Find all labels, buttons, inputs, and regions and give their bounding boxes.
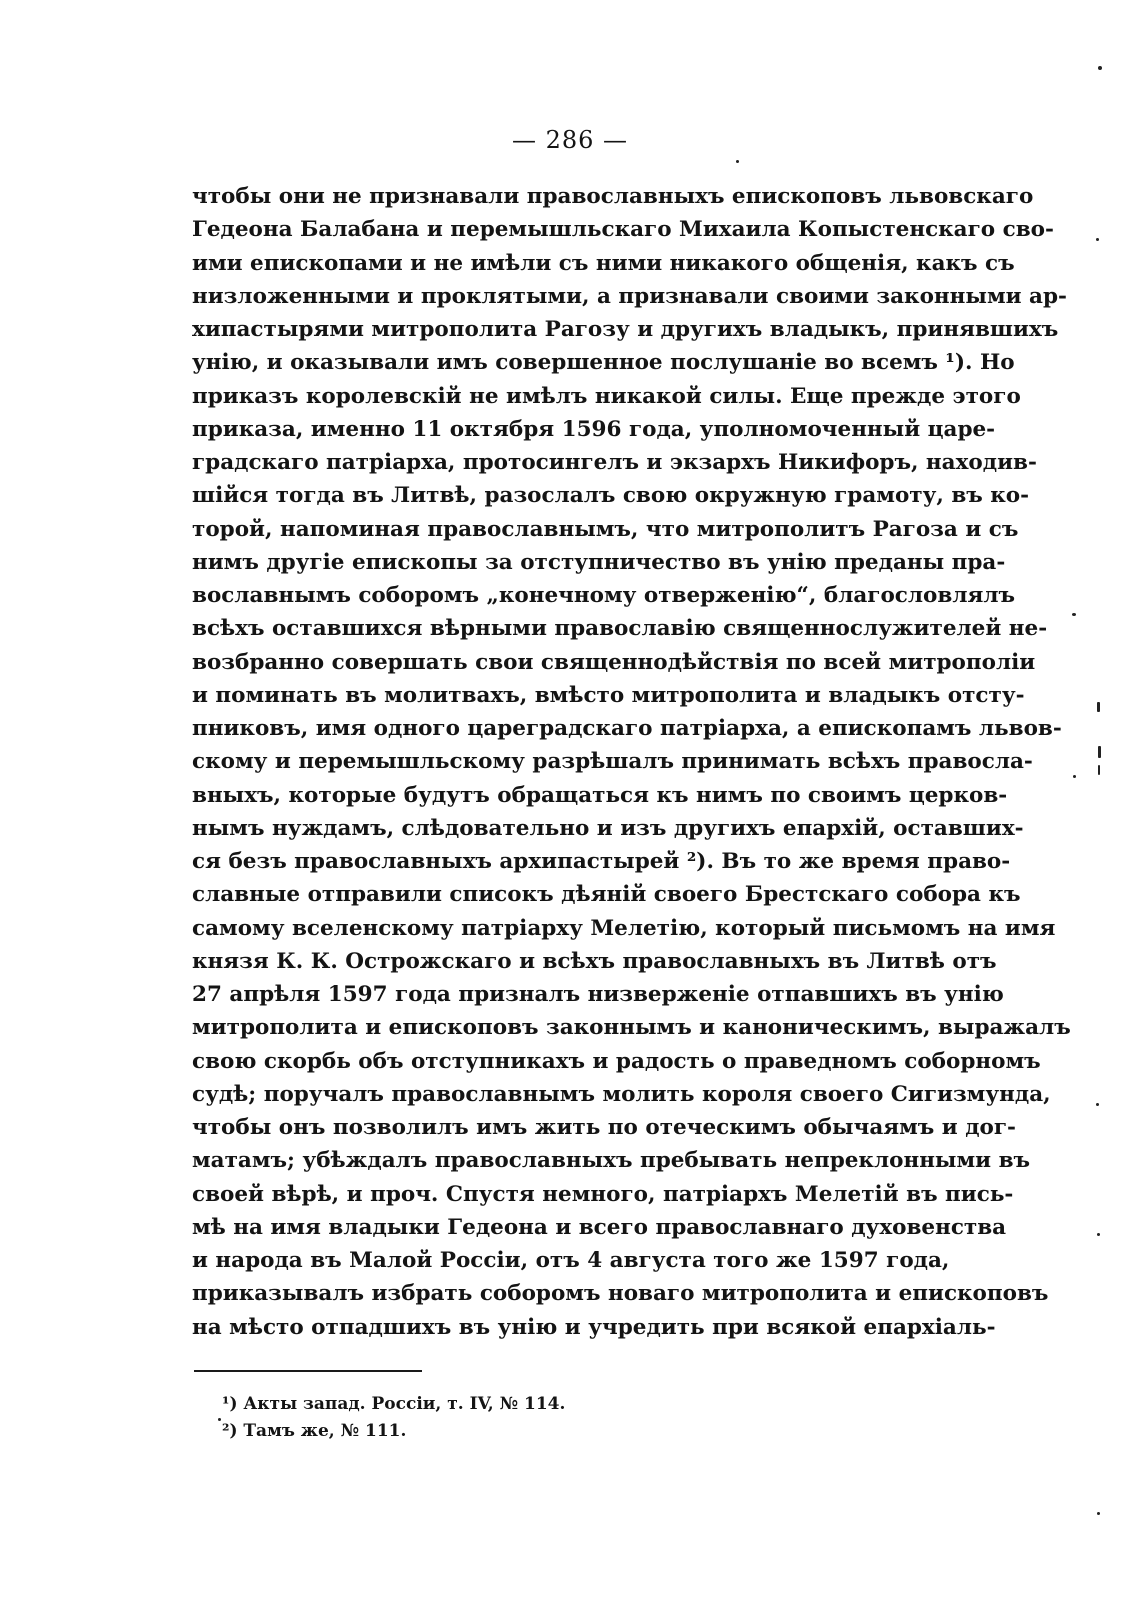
scan-speck (1096, 1103, 1099, 1106)
text-line: всѣхъ оставшихся вѣрными православію священнослужителей не- (192, 616, 1048, 642)
text-line: свою скорбь объ отступникахъ и радость о праведномъ соборномъ (192, 1048, 1041, 1074)
scan-speck (1098, 765, 1100, 775)
text-line: своей вѣрѣ, и проч. Спустя немного, патріархъ Мелетій въ пись- (192, 1181, 1014, 1207)
text-line: князя К. К. Острожскаго и всѣхъ православныхъ въ Литвѣ отъ (192, 948, 997, 974)
text-line: хипастырями митрополита Рагозу и другихъ владыкъ, принявшихъ (192, 317, 1059, 342)
text-line: вославнымъ соборомъ „конечному отверженію“, благословлялъ (192, 583, 1016, 608)
text-line: мѣ на имя владыки Гедеона и всего православнаго духовенства (192, 1214, 1007, 1240)
text-line: приказа, именно 11 октября 1596 года, уполномоченный царе- (192, 416, 996, 442)
text-line: чтобы онъ позволилъ имъ жить по отеческимъ обычаямъ и дог- (192, 1115, 1016, 1140)
footnote-1: ¹) Акты запад. Россіи, т. IV, № 114. (222, 1394, 566, 1414)
text-line: и народа въ Малой Россіи, отъ 4 августа того же 1597 года, (192, 1248, 950, 1273)
text-line: шійся тогда въ Литвѣ, разослалъ свою окружную грамоту, въ ко- (192, 483, 1030, 509)
text-line: скому и перемышльскому разрѣшалъ принимать всѣхъ правосла- (192, 749, 1033, 775)
footnote-2: ²) Тамъ же, № 111. (222, 1421, 407, 1441)
text-line: на мѣсто отпадшихъ въ унію и учредить при всякой епархіаль- (192, 1314, 996, 1340)
text-line: унію, и оказывали имъ совершенное послушаніе во всемъ ¹). Но (192, 350, 1015, 376)
text-line: приказъ королевскій не имѣлъ никакой силы. Еще прежде этого (192, 383, 1021, 409)
text-line: чтобы они не признавали православныхъ епископовъ львовскаго (192, 184, 1034, 209)
page-number: — 286 — (511, 126, 629, 154)
text-line: градскаго патріарха, протосингелъ и экзархъ Никифоръ, находив- (192, 450, 1037, 475)
scan-speck (1096, 238, 1099, 241)
text-line: вныхъ, которые будутъ обращаться къ нимъ по своимъ церков- (192, 782, 1008, 808)
text-line: нымъ нуждамъ, слѣдовательно и изъ другихъ епархій, оставших- (192, 815, 1024, 841)
body-text (192, 180, 1071, 1344)
text-line: пниковъ, имя одного цареградскаго патріарха, а епископамъ львов- (192, 716, 1062, 741)
text-line: судѣ; поручалъ православнымъ молить короля своего Сигизмунда, (192, 1081, 1051, 1107)
text-line: матамъ; убѣждалъ православныхъ пребывать непреклонными въ (192, 1148, 1031, 1174)
text-line: самому вселенскому патріарху Мелетію, который письмомъ на имя (192, 915, 1056, 941)
scan-speck (1072, 613, 1076, 616)
text-line: Гедеона Балабана и перемышльскаго Михаила Копыстенскаго сво- (192, 217, 1054, 243)
text-line: славные отправили списокъ дѣяній своего Брестскаго собора къ (192, 882, 1021, 908)
scan-speck (1097, 1512, 1100, 1515)
scan-speck (218, 1418, 221, 1421)
text-line: нимъ другіе епископы за отступничество въ унію преданы пра- (192, 549, 1006, 575)
scan-speck (1097, 1233, 1100, 1236)
scan-speck (736, 160, 739, 163)
text-line: 27 апрѣля 1597 года призналъ низверженіе отпавшихъ въ унію (192, 982, 1004, 1007)
scan-speck (1098, 746, 1101, 758)
scan-speck (1073, 775, 1076, 778)
text-line: торой, напоминая православнымъ, что митрополитъ Рагоза и съ (192, 516, 1019, 542)
scan-speck (1098, 66, 1102, 70)
footnote-divider (194, 1370, 422, 1372)
text-line: митрополита и епископовъ законнымъ и каноническимъ, выражалъ (192, 1015, 1071, 1041)
text-line: ими епископами и не имѣли съ ними никакого общенія, какъ съ (192, 250, 1015, 276)
text-line: возбранно совершать свои священнодѣйствія по всей митрополіи (192, 649, 1036, 675)
footnotes (222, 1391, 922, 1445)
text-line: ся безъ православныхъ архипастырей ²). Въ то же время право- (192, 849, 1011, 874)
scan-speck (1097, 702, 1100, 712)
text-line: приказывалъ избрать соборомъ новаго митрополита и епископовъ (192, 1281, 1049, 1307)
text-line: и поминать въ молитвахъ, вмѣсто митрополита и владыкъ отсту- (192, 682, 1025, 708)
text-line: низложенными и проклятыми, а признавали своими законными ар- (192, 283, 1067, 309)
